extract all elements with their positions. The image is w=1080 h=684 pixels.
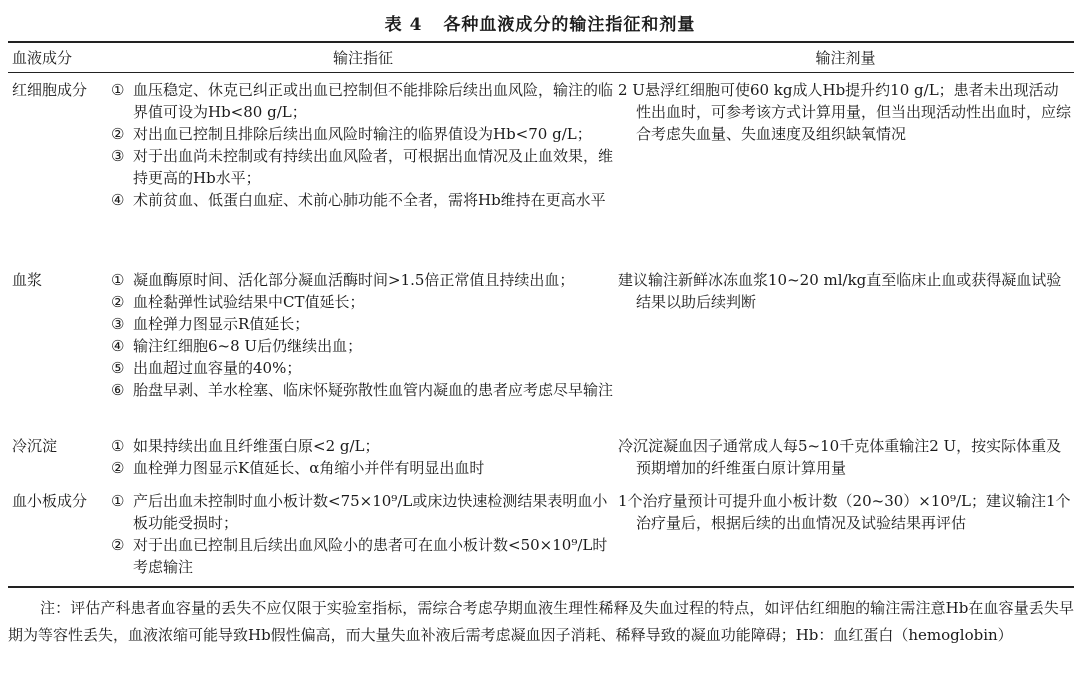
row-type-plasma: 血浆 bbox=[12, 271, 43, 289]
indication-item: ② 血栓弹力图显示K值延长、α角缩小并伴有明显出血时 bbox=[111, 459, 485, 477]
table-number: 表 4 bbox=[384, 15, 423, 35]
indication-item: ② 血栓黏弹性试验结果中CT值延长； bbox=[111, 293, 365, 311]
indication-item: ① 如果持续出血且纤维蛋白原<2 g/L； bbox=[111, 437, 380, 455]
row-dose-red-cells bbox=[618, 79, 1073, 145]
table-note: 注：评估产科患者血容量的丢失不应仅限于实验室指标，需综合考虑孕期血液生理性稀释及失血过程的特点，如评估红细胞的输注需注意Hb在血容量丢失早期为等容性丢失，血液浓缩可能导致Hb假性偏高，而大量失血补液后需考虑凝血因子消耗、稀释导致的凝血功能障碍；Hb：血红蛋白（hemoglobin） bbox=[8, 599, 1074, 644]
dose-text: 建议输注新鲜冰冻血浆10~20 ml/kg直至临床止血或获得凝血试验结果以助后续判断 bbox=[618, 271, 1062, 311]
row-dose-cryoprecipitate bbox=[618, 435, 1073, 479]
header-indication: 输注指征 bbox=[332, 49, 393, 67]
indication-item: ① 血压稳定、休克已纠正或出血已控制但不能排除后续出血风险，输注的临界值可设为Hb<80 g/L； bbox=[111, 81, 614, 121]
dose-text: 2 U悬浮红细胞可使60 kg成人Hb提升约10 g/L；患者未出现活动性出血时，可参考该方式计算用量，但当出现活动性出血时，应综合考虑失血量、失血速度及组织缺氧情况 bbox=[618, 81, 1072, 143]
row-indications-cryoprecipitate bbox=[111, 435, 615, 479]
indication-item: ③ 对于出血尚未控制或有持续出血风险者，可根据出血情况及止血效果，维持更高的Hb水平； bbox=[111, 147, 614, 187]
dose-text: 1个治疗量预计可提升血小板计数（20~30）×10⁹/L；建议输注1个治疗量后，根据后续的出血情况及试验结果再评估 bbox=[618, 492, 1071, 532]
row-dose-platelets bbox=[618, 490, 1073, 534]
row-indications-platelets bbox=[111, 490, 615, 578]
row-dose-plasma bbox=[618, 269, 1073, 313]
bottom-rule bbox=[8, 586, 1074, 588]
table-title: 各种血液成分的输注指征和剂量 bbox=[443, 15, 696, 35]
table-caption bbox=[0, 10, 1080, 35]
indication-item: ⑥ 胎盘早剥、羊水栓塞、临床怀疑弥散性血管内凝血的患者应考虑尽早输注 bbox=[111, 381, 614, 399]
indication-item: ② 对出血已控制且排除后续出血风险时输注的临界值设为Hb<70 g/L； bbox=[111, 125, 592, 143]
indication-item: ④ 输注红细胞6~8 U后仍继续出血； bbox=[111, 337, 363, 355]
indication-item: ④ 术前贫血、低蛋白血症、术前心肺功能不全者，需将Hb维持在更高水平 bbox=[111, 191, 606, 209]
dose-text: 冷沉淀凝血因子通常成人每5~10千克体重输注2 U，按实际体重及预期增加的纤维蛋白原计算用量 bbox=[618, 437, 1062, 477]
indication-item: ③ 血栓弹力图显示R值延长； bbox=[111, 315, 310, 333]
header-dose: 输注剂量 bbox=[815, 49, 876, 67]
indication-item: ⑤ 出血超过血容量的40%； bbox=[111, 359, 302, 377]
row-type-platelets: 血小板成分 bbox=[12, 492, 88, 510]
indication-item: ① 凝血酶原时间、活化部分凝血活酶时间>1.5倍正常值且持续出血； bbox=[111, 271, 575, 289]
header-blood-component: 血液成分 bbox=[12, 49, 73, 67]
indication-item: ② 对于出血已控制且后续出血风险小的患者可在血小板计数<50×10⁹/L时考虑输注 bbox=[111, 536, 608, 576]
row-type-cryoprecipitate: 冷沉淀 bbox=[12, 437, 58, 455]
row-indications-red-cells bbox=[111, 79, 615, 211]
top-rule bbox=[8, 41, 1074, 43]
indication-item: ① 产后出血未控制时血小板计数<75×10⁹/L或床边快速检测结果表明血小板功能受损时； bbox=[111, 492, 608, 532]
header-rule bbox=[8, 72, 1074, 73]
row-type-red-cells: 红细胞成分 bbox=[12, 81, 88, 99]
row-indications-plasma bbox=[111, 269, 615, 401]
